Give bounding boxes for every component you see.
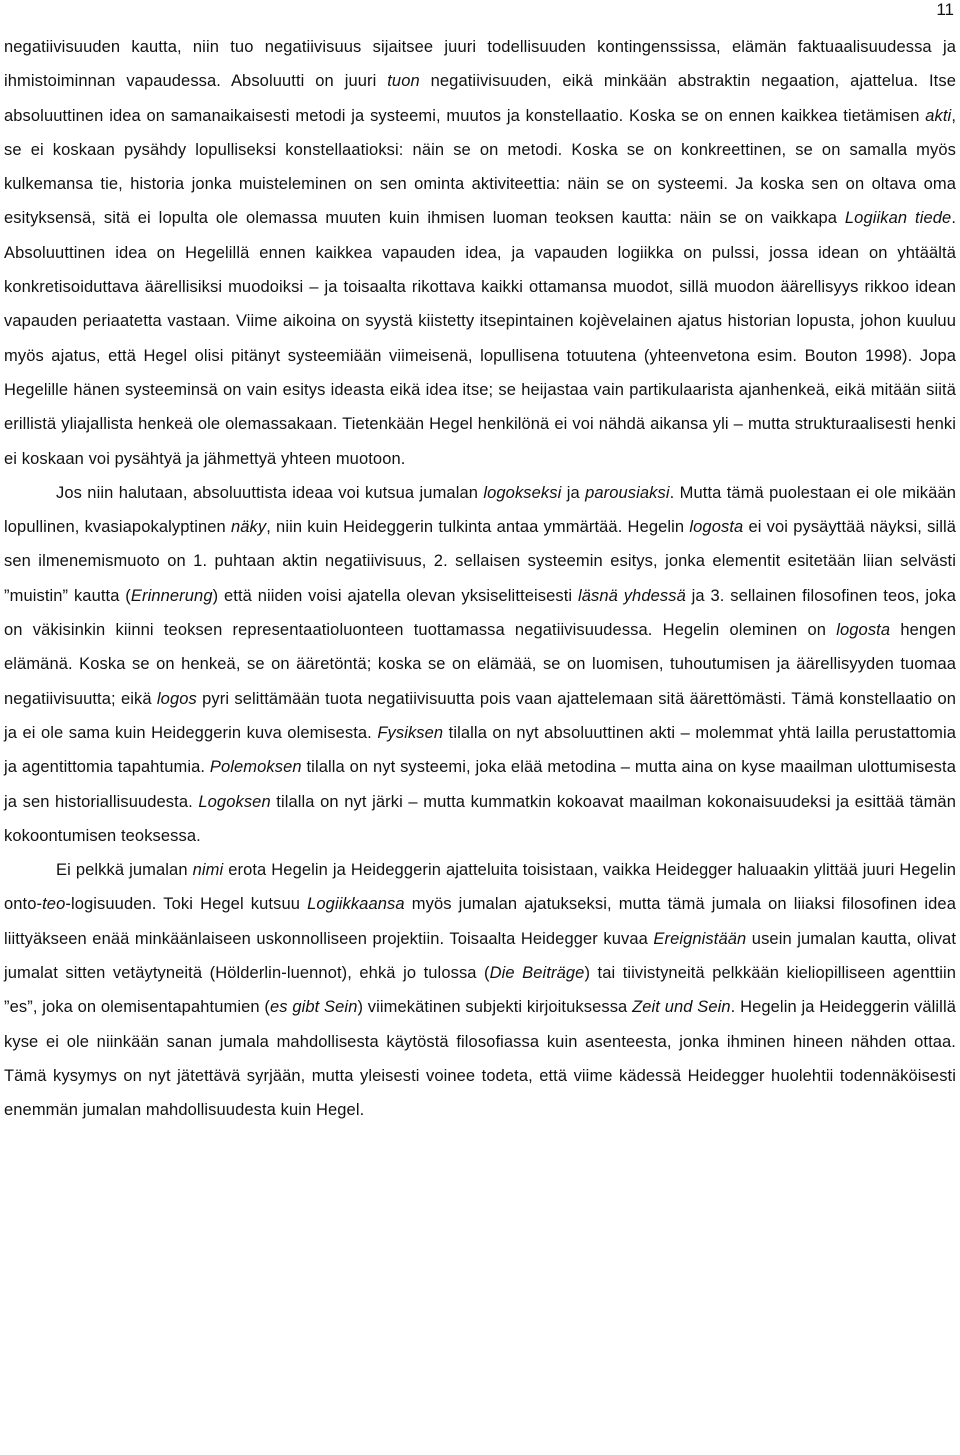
text-run: . Mutta tämä puolestaan ei ole mikään lopullinen, kvasiapokalyptinen	[4, 483, 956, 537]
italic-term: akti	[925, 106, 952, 125]
text-run: ) tai tiivistyneitä pelkkään kieliopilliseen agenttiin ”es”, joka on olemisentapahtumien (	[4, 964, 956, 1017]
text-run: tilalla on nyt järki – mutta kummatkin kokoavat maailman kokonaisuudeksi ja esittää tämän kokoontumisen teoksessa.	[4, 792, 956, 845]
text-run: Ei pelkkä jumalan	[56, 861, 193, 880]
text-run: ja 3. sellainen filosofinen teos, joka on väkisinkin kiinni teoksen representaatioluonteen tuottamassa negatiivisuudessa. Hegelin oleminen on	[4, 586, 957, 640]
italic-term: tuon	[387, 72, 420, 91]
italic-term: nimi	[192, 861, 224, 880]
paragraph-3	[4, 853, 956, 1127]
italic-term: logosta	[689, 518, 744, 537]
text-run: hengen elämänä. Koska se on henkeä, se on ääretöntä; koska se on elämää, se on luomisen, tuhoutumisen ja äärellisyyden tuomaa negatiivisuutta; eikä	[4, 621, 956, 708]
text-run: -logisuuden. Toki Hegel kutsuu	[65, 895, 308, 914]
text-run: tilalla on nyt systeemi, joka elää metodina – mutta aina on kyse maailman ulottumisesta ja sen historiallisuudesta.	[4, 758, 956, 811]
text-run: negatiivisuuden kautta, niin tuo negatiivisuus sijaitsee juuri todellisuuden kontingenssissa, elämän faktuaalisuudessa ja ihmistoiminnan vapaudessa. Absoluutti on juuri	[4, 38, 956, 91]
text-run: ei voi pysäyttää näyksi, sillä sen ilmenemismuoto on 1. puhtaan aktin negatiivisuus, 2. sellaisen systeemin esitys, jonka elementit esitetään liian selvästi ”muistin” kautta (	[4, 518, 957, 605]
italic-term: Erinnerung	[130, 586, 213, 605]
italic-term: logos	[156, 689, 197, 708]
text-run: ) että niiden voisi ajatella olevan yksiselitteisesti	[212, 586, 578, 605]
italic-term: Logiikkaansa	[307, 895, 405, 914]
text-run: pyri selittämään tuota negatiivisuutta pois vaan ajattelemaan sitä äärettömästi. Tämä konstellaatio on ja ei ole sama kuin Heideggerin kuva olemisesta.	[4, 689, 956, 742]
italic-term: Zeit und Sein	[632, 998, 731, 1017]
italic-term: Fysiksen	[377, 723, 444, 742]
italic-term: läsnä yhdessä	[577, 586, 686, 605]
italic-term: teo	[42, 895, 66, 914]
text-run: Jos niin halutaan, absoluuttista ideaa voi kutsua jumalan	[56, 483, 484, 502]
italic-term: Logiikan tiede	[844, 209, 952, 228]
text-run: ) viimekätinen subjekti kirjoituksessa	[357, 998, 633, 1017]
italic-term: es gibt Sein	[269, 998, 358, 1017]
italic-term: logosta	[836, 621, 891, 640]
italic-term: Polemoksen	[209, 758, 302, 777]
italic-term: Logoksen	[198, 792, 271, 811]
italic-term: Die Beiträge	[489, 964, 585, 983]
text-run: , niin kuin Heideggerin tulkinta antaa ymmärtää. Hegelin	[266, 518, 690, 537]
page-number: 11	[936, 0, 954, 19]
text-run: . Hegelin ja Heideggerin välillä kyse ei ole niinkään sanan jumala mahdollisesta käytöstä filosofiassa kuin asenteesta, jonka ihminen hineen nähden ottaa. Tämä kysymys on nyt jätettävä syrjään, mutta yleisesti voinee todeta, että viime kädessä Heidegger huolehtii todennäköisesti enemmän jumalan mahdollisuudesta kuin Hegel.	[4, 998, 956, 1120]
italic-term: logokseksi	[483, 483, 562, 502]
paragraph-1	[4, 30, 956, 476]
paragraph-2	[4, 476, 956, 853]
text-run: usein jumalan kautta, olivat jumalat sitten vetäytyneitä (Hölderlin-luennot), ehkä jo tulossa (	[4, 929, 956, 983]
italic-term: näky	[230, 518, 267, 537]
text-run: , se ei koskaan pysähdy lopulliseksi konstellaatioksi: näin se on metodi. Koska se on konkreettinen, se on samalla myös kulkemansa tie, historia jonka muisteleminen on sen ominta aktiviteettia: näin se on systeemi. Ja koska sen on oltava oma esityksensä, sitä ei lopulta ole olemassa muuten kuin ihmisen luoman teoksen kautta: näin se on vaikkapa	[4, 106, 956, 228]
text-run: ja	[561, 483, 586, 502]
text-run: tilalla on nyt absoluuttinen akti – molemmat yhtä lailla perustattomia ja agentittomia tapahtumia.	[4, 723, 956, 777]
text-run: erota Hegelin ja Heideggerin ajatteluita toisistaan, vaikka Heidegger haluaakin ylittää juuri Hegelin onto-	[4, 861, 957, 914]
text-run: . Absoluuttinen idea on Hegelillä ennen kaikkea vapauden idea, ja vapauden logiikka on pulssi, jossa idean on yhtäältä konkretisoiduttava äärellisiksi muodoiksi – ja toisaalta rikottava kaikki ottamansa muodot, sillä muodon äärellisyys rikkoo idean vapauden periaatetta vastaan. Viime aikoina on syystä kiistetty itsepintainen kojèvelainen ajatus historian lopusta, johon kuuluu myös ajatus, että Hegel olisi pitänyt systeemiään viimeisenä, lopullisena totuutena (yhteenvetona esim. Bouton 1998). Jopa Hegelille hänen systeeminsä on vain esitys ideasta eikä idea itse; se heijastaa vain partikulaarista ajanhenkeä, eikä mitään siitä erillistä yliajallista henkeä ole olemassakaan. Tietenkään Hegel henkilönä ei voi nähdä aikansa yli – mutta strukturaalisesti henki ei koskaan voi pysähtyä ja jähmettyä yhteen muotoon.	[4, 209, 956, 468]
text-run: myös jumalan ajatukseksi, mutta tämä jumala on liiaksi filosofinen idea liittyäkseen enää minkäänlaiseen uskonnolliseen projektiin. Toisaalta Heidegger kuvaa	[4, 895, 956, 948]
italic-term: parousiaksi	[585, 483, 670, 502]
page-body	[4, 30, 956, 1128]
italic-term: Ereignistään	[653, 929, 747, 948]
text-run: negatiivisuuden, eikä minkään abstraktin negaation, ajattelua. Itse absoluuttinen idea on samanaikaisesti metodi ja systeemi, muutos ja konstellaatio. Koska se on ennen kaikkea tietämisen	[4, 72, 956, 125]
